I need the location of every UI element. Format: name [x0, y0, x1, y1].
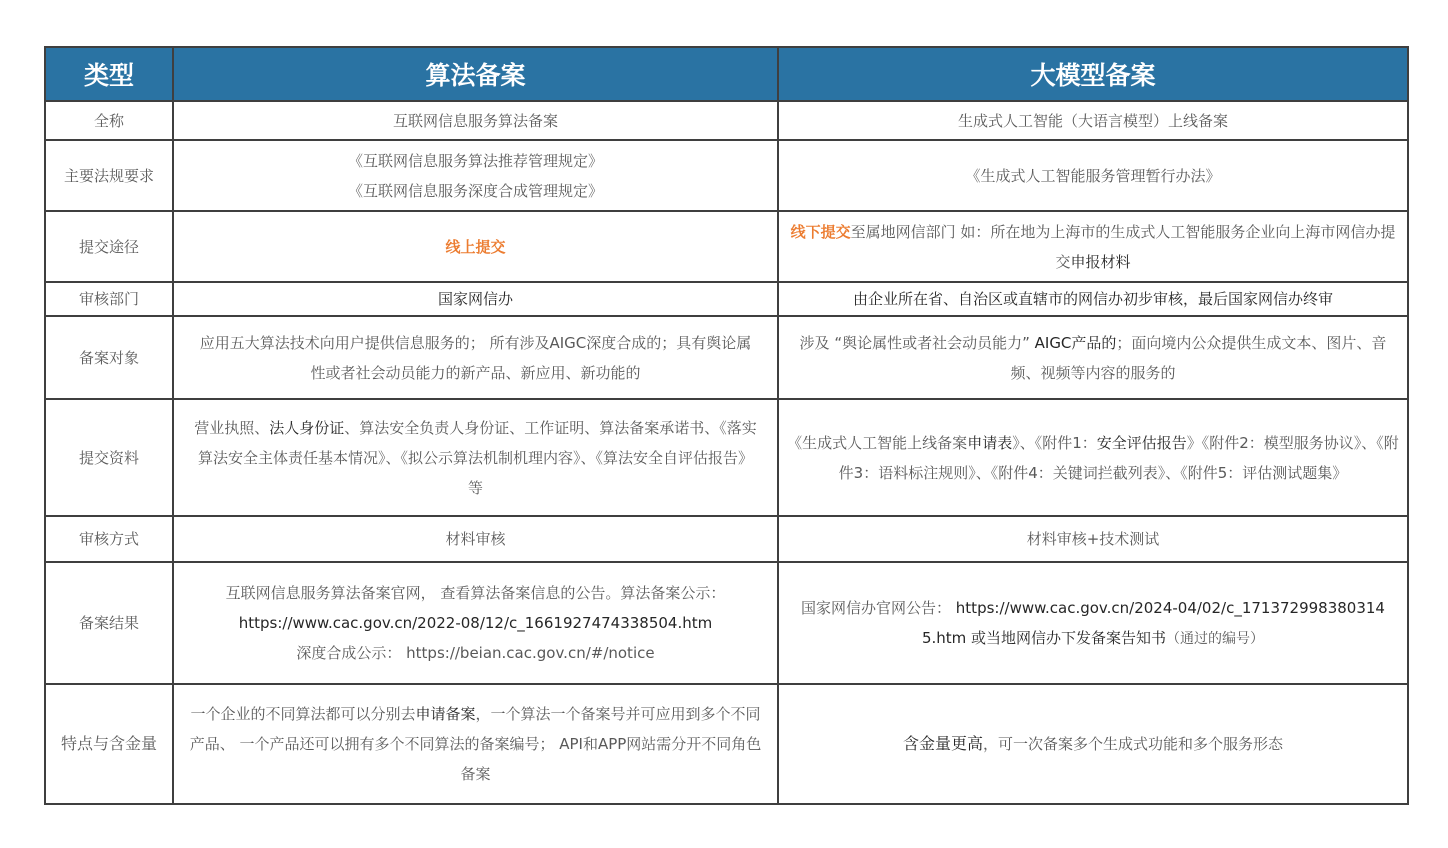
row-label: 审核部门: [45, 282, 173, 316]
llm-cell: 生成式人工智能（大语言模型）上线备案: [778, 101, 1408, 140]
llm-cell: [778, 399, 1408, 516]
header-algorithm-filing: 算法备案: [173, 47, 778, 101]
llm-cell: [778, 282, 1408, 316]
llm-cell: [778, 211, 1408, 282]
algo-cell: [173, 140, 778, 211]
row-label: 主要法规要求: [45, 140, 173, 211]
feature-llm-rest: ，可一次备案多个生成式功能和多个服务形态: [983, 735, 1284, 753]
algo-cell: 应用五大算法技术向用户提供信息服务的； 所有涉及AIGC深度合成的；具有舆论属性或者社会动员能力的新产品、新应用、新功能的: [173, 316, 778, 399]
regulation-1: 《互联网信息服务算法推荐管理规定》: [347, 151, 603, 170]
filing-object-pre: 涉及 “舆论属性或者社会动员能力”: [799, 333, 1030, 352]
algo-result-link[interactable]: https://www.cac.gov.cn/2022-08/12/c_1661927474338504.htm: [238, 614, 713, 632]
review-dept-rest: 自治区或直辖市的网信办初步审核，最后国家网信办终审: [958, 290, 1334, 308]
comparison-table-container: [44, 46, 1407, 805]
materials-llm-pre: 《生成式人工智能上线备案: [787, 433, 968, 452]
algo-cell: 国家网信办: [173, 282, 778, 316]
table-row: [45, 399, 1408, 516]
regulation-2: 《互联网信息服务深度合成管理规定》: [347, 181, 603, 200]
deep-synthesis-link[interactable]: 深度合成公示： https://beian.cac.gov.cn/#/notice: [296, 644, 655, 662]
table-row: [45, 140, 1408, 211]
materials-llm-mid: 》、《附件1：: [1012, 433, 1097, 452]
materials-application-form: 申请表: [967, 433, 1013, 452]
row-label: 提交资料: [45, 399, 173, 516]
llm-result-mid: 或当地网信办下发备案告知书: [966, 628, 1167, 647]
llm-cell: [778, 562, 1408, 684]
algo-cell: [173, 399, 778, 516]
row-label: 备案结果: [45, 562, 173, 684]
materials-legal-id: 法人身份证: [269, 418, 345, 437]
feature-post: ，一个算法一个备案号并可应用到多个不同产品、 一个产品还可以拥有多个不同算法的备案编号； API和APP网站需分开不同角色备案: [189, 705, 762, 783]
table-row: [45, 211, 1408, 282]
llm-cell: [778, 316, 1408, 399]
offline-submission-highlight: 线下提交: [790, 222, 851, 241]
row-label: 特点与含金量: [45, 684, 173, 804]
table-row: [45, 101, 1408, 140]
filing-object-post: ；面向境内公众提供生成文本、图片、音频、视频等内容的服务的: [1010, 333, 1387, 382]
header-llm-filing: 大模型备案: [778, 47, 1408, 101]
llm-result-pre: 国家网信办官网公告：: [801, 598, 956, 617]
feature-higher-value: 含金量更高: [902, 734, 983, 753]
comparison-table: [44, 46, 1409, 805]
row-label: 提交途径: [45, 211, 173, 282]
llm-cell: 《生成式人工智能服务管理暂行办法》: [778, 140, 1408, 211]
algo-cell: [173, 684, 778, 804]
table-row: [45, 562, 1408, 684]
algo-cell: 材料审核: [173, 516, 778, 562]
algo-cell: 互联网信息服务算法备案: [173, 101, 778, 140]
materials-llm-post: 》《附件2：模型服务协议》、《附件3：语料标注规则》、《附件4：关键词拦截列表》、《附件5：评估测试题集》: [838, 433, 1399, 482]
result-description: 互联网信息服务算法备案官网， 查看算法备案信息的公告。算法备案公示：: [225, 584, 726, 602]
materials-pre: 营业执照、: [194, 418, 270, 437]
header-row: [45, 47, 1408, 101]
algo-cell: [173, 211, 778, 282]
row-label: 全称: [45, 101, 173, 140]
feature-apply: 申请备案: [415, 705, 476, 723]
llm-cell: 材料审核+技术测试: [778, 516, 1408, 562]
llm-result-link[interactable]: https://www.cac.gov.cn/2024-04/02/c_1713729983803145.htm: [921, 598, 1385, 647]
llm-result-note: （通过的编号）: [1166, 630, 1265, 647]
submission-detail: 至属地网信部门 如：所在地为上海市的生成式人工智能服务企业向上海市网信办提交: [850, 222, 1396, 271]
table-row: [45, 516, 1408, 562]
materials-post: 、算法安全负责人身份证、工作证明、算法备案承诺书、《落实算法安全主体责任基本情况》、《拟公示算法机制机理内容》、《算法安全自评估报告》等: [197, 418, 757, 497]
submission-materials: 申报材料: [1070, 252, 1131, 271]
review-dept-lead: 由企业所在省、: [852, 290, 958, 308]
table-row: [45, 282, 1408, 316]
online-submission-highlight: 线上提交: [445, 237, 506, 256]
table-row: [45, 684, 1408, 804]
feature-pre: 一个企业的不同算法都可以分别去: [190, 705, 416, 723]
llm-cell: [778, 684, 1408, 804]
materials-security-report: 安全评估报告: [1096, 433, 1187, 452]
algo-cell: [173, 562, 778, 684]
filing-object-aigc: AIGC产品的: [1029, 333, 1117, 352]
row-label: 审核方式: [45, 516, 173, 562]
table-row: [45, 316, 1408, 399]
row-label: 备案对象: [45, 316, 173, 399]
header-type: 类型: [45, 47, 173, 101]
